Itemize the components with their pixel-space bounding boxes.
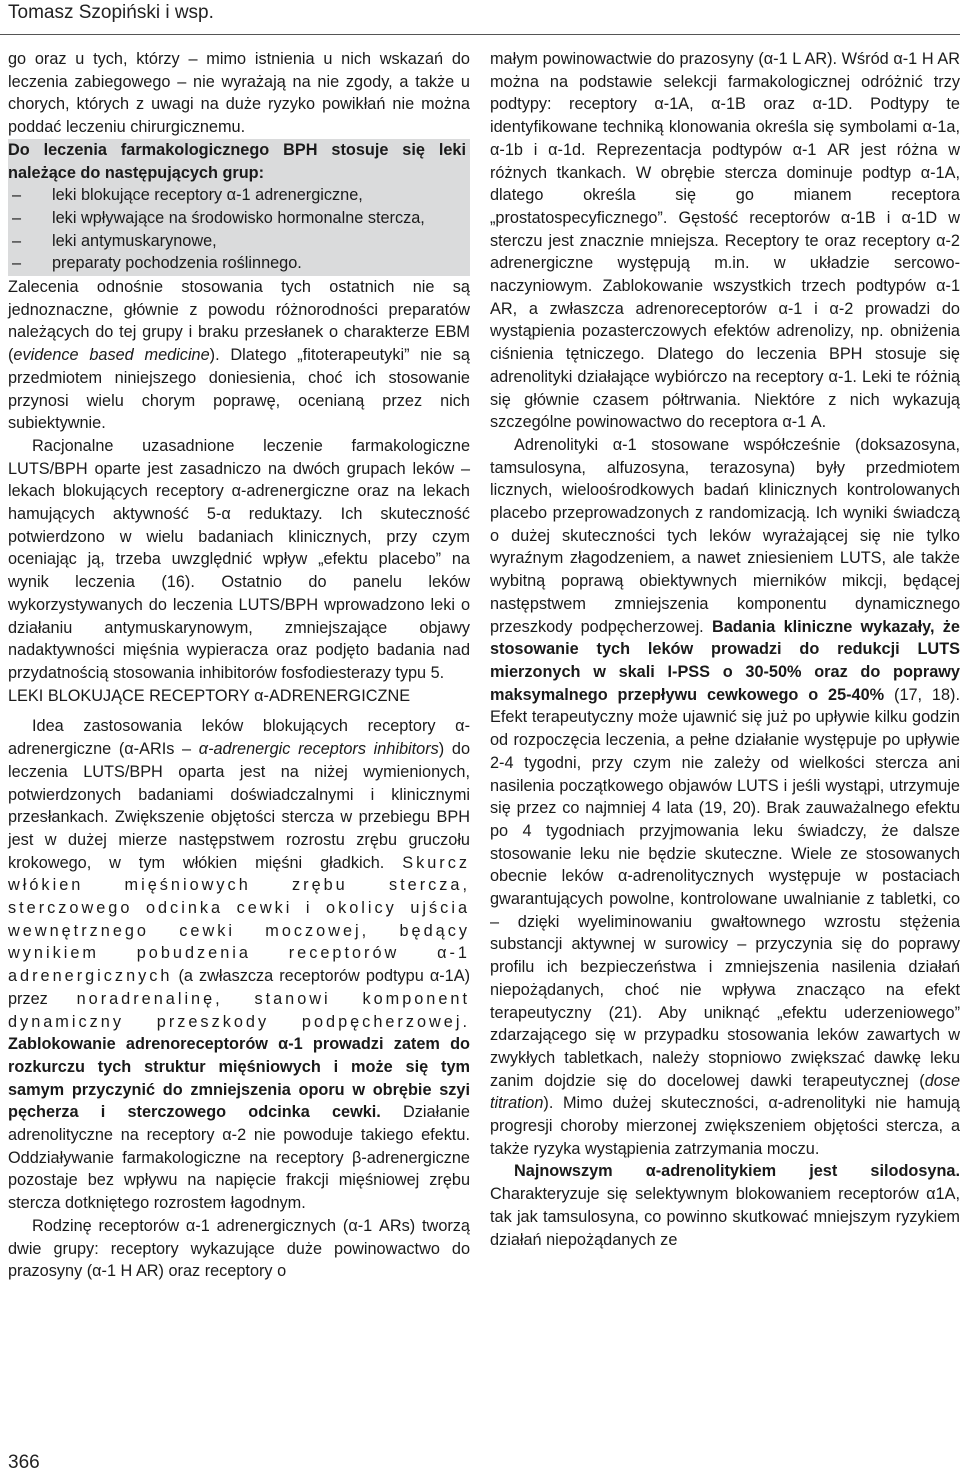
text-run: (a zwłaszcza receptorów podtypu α-1A) przez [8, 967, 470, 1008]
text-run: Działanie adrenolityczne na receptory α-2 nie powoduje takiego efektu. Oddziaływanie farmakologiczne na receptory β-adrenergiczne pozostaje bez wpływu na napięcie frakcji mięśniowej zrębu stercza dotkniętego rozrostem łagodnym. [8, 1103, 470, 1213]
text-run: (17, 18). Efekt terapeutyczny może ujawnić się już po upływie kilku godzin od rozpoczęcia leczenia, a pełne działanie występuje po upływie 2-4 tygodni, przy czym nie zależy od wielkości stercza ani nasilenia początkowego objawów LUTS i jeśli wystąpi, utrzymuje się przez co najmniej 4 lata (19, 20). Brak zauważalnego efektu po 4 tygodniach przyjmowania leku świadczy, że dalsze stosowanie leku nie będzie skuteczne. Wiele ze stosowanych obecnie leków α-adrenolitycznych występuje w postaciach gwarantujących powolne, kontrolowane uwalnianie z tabletki, co – dzięki wyeliminowaniu gwałtownego wzrostu stężenia substancji aktywnej w surowicy – przyczynia się do poprawy profilu ich bezpieczeństwa i zmniejszenia nasilenia działań niepożądanych, choć nie wpływa znacząco na efekt terapeutyczny (21). Aby uniknąć „efektu uderzeniowego” zdarzającego się w przypadku stosowania leków zawartych w zwykłych tabletkach, należy stopniowo zwiększać dawkę leku zanim dojdzie się do docelowej dawki terapeutycznej ( [490, 685, 960, 1090]
list-item: – preparaty pochodzenia roślinnego. [8, 252, 466, 275]
paragraph-intro: go oraz u tych, którzy – mimo istnienia u nich wskazań do leczenia zabiegowego – nie wyrażają na nie zgody, a także u chorych, których z uwagi na duże ryzyko powikłań nie można poddać leczeniu chirurgicznemu. [8, 50, 470, 137]
highlight-box-title: Do leczenia farmakologicznego BPH stosuje się leki należące do następujących grup: [8, 140, 466, 182]
paragraph-najnowszym [490, 1160, 960, 1251]
text-run: Zalecenia odnośnie stosowania tych ostatnich nie są jednoznaczne, głównie z powodu różnorodności preparatów należących do tej grupy i braku przesłanek o charakterze EBM ( [8, 278, 470, 365]
running-header-author: Tomasz Szopiński i wsp. [8, 2, 214, 23]
highlight-box [8, 139, 470, 276]
italic-term: α-adrenergic receptors inhibitors [198, 740, 439, 759]
page-number: 366 [8, 1452, 40, 1473]
paragraph-idea [8, 715, 470, 1214]
bold-statement: Najnowszym α-adrenolitykiem jest silodosyna. [514, 1162, 960, 1181]
drug-group-list [8, 184, 466, 275]
spaced-text: noradrenalinę, stanowi komponent dynamiczny przeszkody podpęcherzowej. [8, 989, 470, 1031]
paragraph-zalecenia [8, 276, 470, 435]
bold-statement: Badania kliniczne wykazały, że stosowanie tych leków prowadzi do redukcji LUTS mierzonych w skali I-PSS o 30-50% oraz do poprawy maksymalnego przepływu cewkowego o 25-40% [490, 617, 960, 704]
italic-term: evidence based medicine [13, 346, 210, 365]
header-rule [0, 34, 960, 35]
text-run: ). Mimo dużej skuteczności, α-adrenolityki nie hamują progresji choroby mierzonej zwiększeniem objętości stercza, a także ryzyka wystąpienia zatrzymania moczu. [490, 1094, 960, 1158]
text-run: ). Dlatego „fitoterapeutyki” nie są przedmiotem niniejszego doniesienia, choć ich stosowanie przynosi wielu chorym poprawę, ocenianą przez nich subiektywnie. [8, 346, 470, 433]
list-item: – leki antymuskarynowe, [8, 230, 466, 253]
text-run: ) do leczenia LUTS/BPH oparta jest na niżej wymienionych, potwierdzonych badaniami doświadczalnymi i klinicznymi przesłankach. Zwiększenie objętości stercza w przebiegu BPH jest w dużej mierze następstwem rozrostu zrębu gruczołu krokowego, w tym włókien mięśni gładkich. [8, 740, 470, 872]
text-run: Adrenolityki α-1 stosowane współcześnie (doksazosyna, tamsulosyna, alfuzosyna, terazosyna) były przedmiotem licznych, wieloośrodkowych badań klinicznych kontrolowanych placebo przeprowadzonych z randomizacją. Ich wyniki świadczą o dużej skuteczności tych leków wyrażającej się nie tylko wyraźnym złagodzeniem, a nawet zniesieniem LUTS, ale także wybitną poprawą obiektywnych mierników mikcji, będącej następstwem zmniejszenia komponentu dynamicznego przeszkody podpęcherzowej. [490, 435, 960, 636]
paragraph-rodzine: Rodzinę receptorów α-1 adrenergicznych (α-1 ARs) tworzą dwie grupy: receptory wykazujące duże powinowactwo do prazosyny (α-1 H AR) oraz receptory o [8, 1216, 470, 1281]
list-item: – leki wpływające na środowisko hormonalne stercza, [8, 207, 466, 230]
paragraph-adrenolityki [490, 434, 960, 1161]
paragraph-malym: małym powinowactwie do prazosyny (α-1 L AR). Wśród α-1 H AR można na podstawie selekcji farmakologicznej odróżnić trzy podtypy: receptory α-1A, α-1B oraz α-1D. Podtypy te identyfikowane techniką klonowania określa się symbolami α-1a, α-1b i α-1d. Reprezentacja podtypów α-1 AR jest różna w różnych tkankach. W obrębie stercza dominuje podtyp α-1A, dlatego określa się go mianem receptora „prostatospecyficznego”. Gęstość receptorów α-1B i α-1D w sterczu jest znacznie mniejsza. Receptory te oraz receptory α-2 adrenergiczne występują m.in. w układzie sercowo-naczyniowym. Zablokowanie wszystkich trzech podtypów α-1 AR, a zwłaszcza adrenoreceptorów α-1 i α-2 prowadzi do wystąpienia pozasterczowych efektów adrenolizy, np. obniżenia ciśnienia tętniczego. Dlatego do leczenia BPH stosuje się adrenolityki działające wybiórczo na receptory α-1. Leki te różnią się głównie czasem półtrwania. Niektóre z nich wykazują szczególne powinowactwo do receptora α-1 A. [490, 50, 960, 432]
bold-statement: Zablokowanie adrenoreceptorów α-1 prowadzi zatem do rozkurczu tych struktur mięśniowych i może się tym samym przyczynić do zmniejszenia oporu w obrębie szyi pęcherza i sterczowego odcinka cewki. [8, 1035, 470, 1122]
text-run: Idea zastosowania leków blokujących receptory α-adrenergiczne (α-ARIs – [8, 717, 470, 759]
list-item: – leki blokujące receptory α-1 adrenergiczne, [8, 184, 466, 207]
left-column [8, 48, 470, 1283]
spaced-text: Skurcz włókien mięśniowych zrębu stercza, sterczowego odcinka cewki i okolicy ujścia wewnętrznego cewki moczowej, będący wynikiem pobudzenia receptorów α-1 adrenergicznych [8, 853, 470, 986]
text-run: Charakteryzuje się selektywnym blokowaniem receptorów α1A, tak jak tamsulosyna, co powinno skutkować mniejszym ryzykiem działań niepożądanych ze [490, 1185, 960, 1249]
right-column [490, 48, 960, 1251]
italic-term: dose titration [490, 1071, 960, 1113]
paragraph-racjonalne: Racjonalne uzasadnione leczenie farmakologiczne LUTS/BPH oparte jest zasadniczo na dwóch grupach leków – lekach blokujących receptory α-adrenergiczne oraz na lekach hamujących aktywność 5-α reduktazy. Ich skuteczność potwierdzono w wielu badaniach klinicznych, przy czym oceniając ją, trzeba uwzględnić wpływ „efektu placebo” na wynik leczenia (16). Ostatnio do panelu leków wykorzystywanych do leczenia LUTS/BPH wprowadzono leki o działaniu antymuskarynowym, zmniejszające objawy nadaktywności mięśnia wypieracza oraz podjęto badania nad przydatnością stosowania inhibitorów fosfodiesterazy typu 5. [8, 436, 470, 682]
section-heading: LEKI BLOKUJĄCE RECEPTORY α-ADRENERGICZNE [8, 686, 411, 705]
